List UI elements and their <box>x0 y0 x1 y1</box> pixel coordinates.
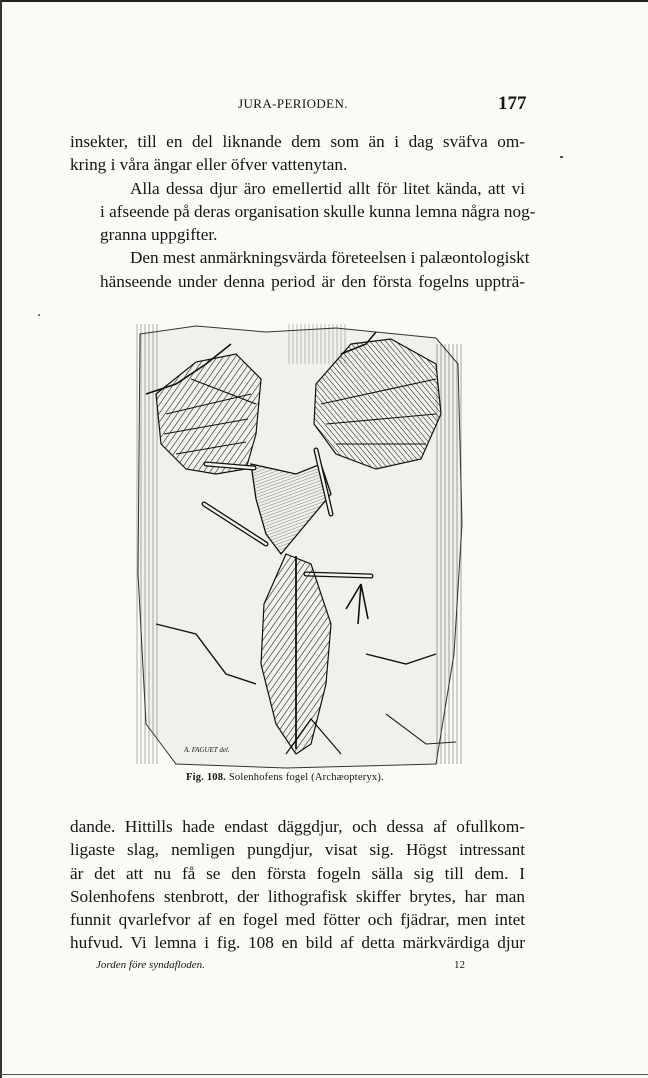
figure-archaeopteryx <box>136 324 466 770</box>
paragraph <box>70 130 525 177</box>
body-text-top <box>70 130 536 293</box>
text-line: ligaste slag, nemligen pungdjur, visat sig. Högst intressant <box>70 840 525 860</box>
body-text-bottom <box>70 815 525 955</box>
text-line: insekter, till en del liknande dem som än i dag sväfva om- <box>70 132 525 151</box>
paragraph <box>70 246 530 293</box>
text-line: hänseende under denna period är den första fogelns uppträ- <box>100 271 525 291</box>
text-line: dande. Hittills hade endast däggdjur, och dessa af ofullkom- <box>70 817 525 836</box>
signature-number: 12 <box>454 959 465 971</box>
running-title: JURA-PERIODEN. <box>238 96 348 111</box>
text-line: granna uppgifter. <box>100 225 218 245</box>
archaeopteryx-illustration <box>136 324 466 770</box>
text-line: Solenhofens stenbrott, der lithografisk skiffer brytes, har man <box>70 886 525 906</box>
figure-caption-text: Solenhofens fogel (Archæopteryx). <box>228 772 384 783</box>
text-line: hufvud. Vi lemna i fig. 108 en bild af detta märkvärdiga djur <box>70 933 525 953</box>
paragraph <box>70 815 525 955</box>
ink-speck <box>38 314 40 316</box>
text-line: kring i våra ängar eller öfver vattenytan. <box>70 155 348 175</box>
page-edge-left <box>0 0 2 1078</box>
text-line: funnit qvarlefvor af en fogel med fötter och fjädrar, men intet <box>70 910 525 930</box>
text-line: i afseende på deras organisation skulle kunna lemna några nog- <box>100 201 536 221</box>
ink-speck <box>560 156 563 158</box>
text-line: är det att nu få se den första fogeln sälla sig till dem. I <box>70 863 525 883</box>
text-line: Den mest anmärkningsvärda företeelsen i palæontologiskt <box>130 248 530 268</box>
signature-title: Jorden före syndafloden. <box>96 959 205 971</box>
text-line: Alla dessa djur äro emellertid allt för litet kända, att vi <box>130 178 525 198</box>
figure-caption <box>186 772 384 783</box>
page-number: 177 <box>498 93 527 114</box>
page-edge-top <box>0 0 648 2</box>
page-edge-bottom <box>0 1074 648 1075</box>
artist-signature: A. FAGUET del. <box>184 746 230 754</box>
paragraph <box>70 177 536 247</box>
figure-label: Fig. 108. <box>186 772 227 783</box>
